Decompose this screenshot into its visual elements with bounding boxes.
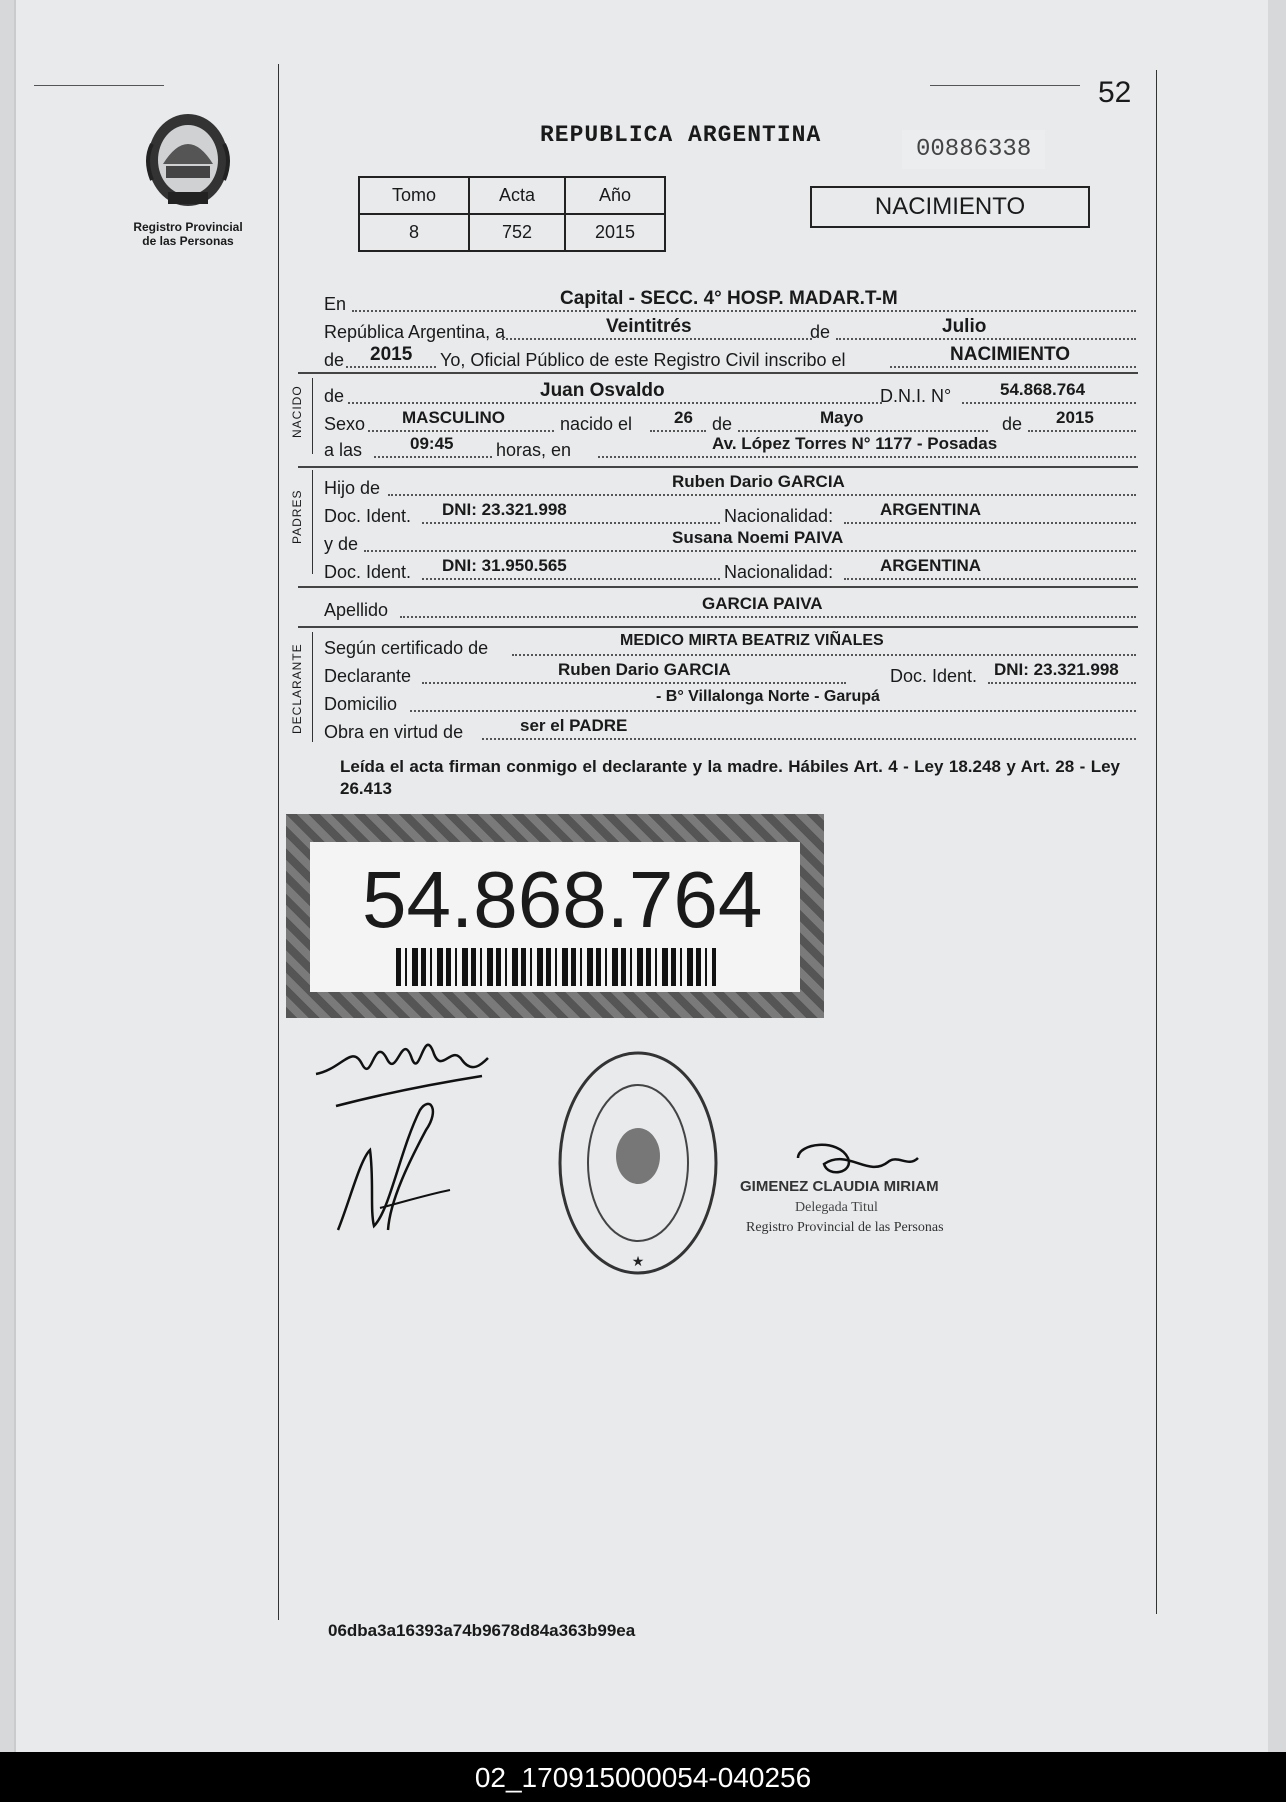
act-type-box: NACIMIENTO	[810, 186, 1090, 228]
acta-header: Acta	[469, 177, 565, 214]
signature-mother	[330, 1090, 470, 1240]
page-number: 52	[1098, 76, 1132, 109]
dni-sticker-card	[310, 842, 800, 992]
section-label-nacido: NACIDO	[290, 385, 304, 438]
declarant-doc: DNI: 23.321.998	[994, 660, 1119, 679]
capacity-value: ser el PADRE	[520, 716, 628, 735]
month-value: Julio	[942, 316, 987, 337]
official-stamp	[556, 1048, 720, 1278]
document-hash: 06dba3a16393a74b9678d84a363b99ea	[328, 1621, 636, 1640]
record-type-value: NACIMIENTO	[950, 344, 1070, 365]
official-org: Registro Provincial de las Personas	[746, 1220, 944, 1235]
section-label-declarante: DECLARANTE	[290, 643, 304, 734]
footer-id: 02_170915000054-040256	[474, 1762, 812, 1793]
certificate-value: MEDICO MIRTA BEATRIZ VIÑALES	[620, 632, 884, 649]
row-surname: Apellido GARCIA PAIVA	[322, 596, 1136, 622]
country-title: REPUBLICA ARGENTINA	[540, 122, 822, 148]
anio-value: 2015	[565, 214, 665, 251]
left-margin-line	[278, 64, 279, 1620]
sex-value: MASCULINO	[402, 408, 505, 427]
year-value: 2015	[370, 344, 413, 365]
stamp-number: 00886338	[902, 130, 1045, 169]
child-dni: 54.868.764	[1000, 380, 1086, 399]
tomo-value: 8	[359, 214, 469, 251]
birth-time: 09:45	[410, 434, 454, 453]
provincial-seal-icon	[138, 104, 238, 216]
dni-sticker-number: 54.868.764	[362, 855, 763, 944]
row-father: Hijo de Ruben Dario GARCIA	[322, 474, 1136, 500]
father-nationality: ARGENTINA	[880, 500, 982, 519]
address-value: - B° Villalonga Norte - Garupá	[656, 688, 880, 705]
acta-value: 752	[469, 214, 565, 251]
row-sex-birth: Sexo MASCULINO nacido el 26 de Mayo de 2015	[322, 410, 1136, 436]
closing-text: Leída el acta firman conmigo el declarante y la madre. Hábiles Art. 4 - Ley 18.248 y Art. 28 - Ley 26.413	[340, 757, 1120, 798]
official-name: GIMENEZ CLAUDIA MIRIAM	[740, 1178, 939, 1195]
birth-month: Mayo	[820, 408, 864, 427]
registry-name: Registro Provincial de las Personas	[133, 220, 243, 248]
row-father-doc: Doc. Ident. DNI: 23.321.998 Nacionalidad: ARGENTINA	[322, 502, 1136, 528]
row-declarant: Declarante Ruben Dario GARCIA Doc. Ident. DNI: 23.321.998	[322, 662, 1136, 688]
birth-address: Av. López Torres N° 1177 - Posadas	[712, 434, 998, 453]
row-place: En Capital - SECC. 4° HOSP. MADAR.T-M	[322, 290, 1136, 316]
father-doc: DNI: 23.321.998	[442, 500, 567, 519]
row-capacity: Obra en virtud de ser el PADRE	[322, 718, 1136, 744]
child-name: Juan Osvaldo	[540, 380, 665, 401]
tomo-acta-table	[358, 176, 666, 252]
mother-doc: DNI: 31.950.565	[442, 556, 567, 575]
row-year: de 2015 Yo, Oficial Público de este Registro Civil inscribo el NACIMIENTO	[322, 346, 1136, 372]
mother-name: Susana Noemi PAIVA	[672, 528, 844, 547]
row-mother-doc: Doc. Ident. DNI: 31.950.565 Nacionalidad: ARGENTINA	[322, 558, 1136, 584]
birth-year: 2015	[1056, 408, 1094, 427]
right-margin-line	[1156, 70, 1157, 1614]
row-mother: y de Susana Noemi PAIVA	[322, 530, 1136, 556]
barcode	[396, 948, 716, 986]
mother-nationality: ARGENTINA	[880, 556, 982, 575]
footer-bar	[0, 1752, 1286, 1802]
row-name: de Juan Osvaldo D.N.I. N° 54.868.764	[322, 382, 1136, 408]
tomo-header: Tomo	[359, 177, 469, 214]
top-rule-left	[34, 85, 164, 86]
row-date: República Argentina, a Veintitrés de Julio	[322, 318, 1136, 344]
svg-text:★: ★	[631, 1254, 645, 1270]
row-time-place: a las 09:45 horas, en Av. López Torres N° 1177 - Posadas	[322, 436, 1136, 462]
section-label-padres: PADRES	[290, 489, 304, 544]
place-value: Capital - SECC. 4° HOSP. MADAR.T-M	[560, 288, 898, 309]
surname-value: GARCIA PAIVA	[702, 594, 823, 613]
anio-header: Año	[565, 177, 665, 214]
top-rule-right	[930, 85, 1080, 86]
father-name: Ruben Dario GARCIA	[672, 472, 845, 491]
row-address: Domicilio - B° Villalonga Norte - Garupá	[322, 690, 1136, 716]
birth-day: 26	[674, 408, 693, 427]
row-certificate: Según certificado de MEDICO MIRTA BEATRIZ VIÑALES	[322, 634, 1136, 660]
official-role: Delegada Titul	[795, 1200, 878, 1215]
day-value: Veintitrés	[606, 316, 692, 337]
declarant-name: Ruben Dario GARCIA	[558, 660, 731, 679]
